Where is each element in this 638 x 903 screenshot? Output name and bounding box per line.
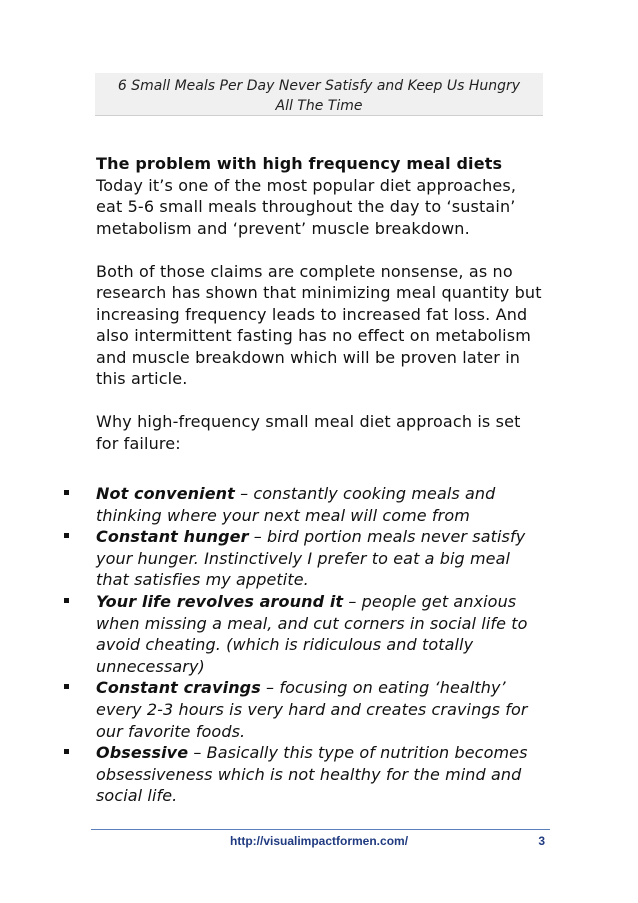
list-item [96,526,546,591]
square-bullet-icon [64,533,69,538]
list-item-text: – people get anxious when missing a meal, and cut corners in social life to avoid cheating. (which is ridiculous and totally unnecessary) [96,591,528,676]
list-item-text: – constantly cooking meals and thinking where your next meal will come from [96,484,496,525]
list-item-text: – Basically this type of nutrition becomes obsessiveness which is not healthy for the mind and social life. [96,743,528,806]
document-header [95,73,543,116]
failure-reasons-list [96,483,546,807]
list-item-term: Obsessive [96,743,189,763]
square-bullet-icon [64,490,69,495]
list-item [96,677,546,742]
list-item-term: Constant hunger [96,527,249,547]
paragraph-intro: Today it’s one of the most popular diet approaches, eat 5-6 small meals throughout the day to ‘sustain’ metabolism and ‘prevent’ muscle breakdown. [96,175,517,238]
list-item [96,742,546,807]
list-item-term: Not convenient [96,484,235,503]
footer-divider [91,829,550,830]
square-bullet-icon [64,684,69,689]
list-item-term: Your life revolves around it [96,591,344,611]
list-item [96,483,546,526]
list-item-text: – focusing on eating ‘healthy’ every 2-3 hours is very hard and creates cravings for our favorite foods. [96,678,528,741]
paragraph-failure-lead: Why high-frequency small meal diet approach is set for failure: [96,412,521,453]
footer-url-link[interactable]: http://visualimpactformen.com/ [230,834,409,848]
list-item [96,591,546,677]
square-bullet-icon [64,598,69,603]
list-item-text: – bird portion meals never satisfy your hunger. Instinctively I prefer to eat a big meal that satisfies my appetite. [96,527,526,590]
main-content [96,153,546,476]
list-item-term: Constant cravings [96,678,261,698]
section-title: The problem with high frequency meal diets [96,154,503,173]
page-number: 3 [538,834,545,848]
header-title-line-1: 6 Small Meals Per Day Never Satisfy and Keep Us Hungry [117,78,521,94]
paragraph-claims: Both of those claims are complete nonsense, as no research has shown that minimizing meal quantity but increasing frequency leads to increased fat loss. And also intermittent fasting has no effect on metabolism and muscle breakdown which will be proven later in this article. [96,261,542,388]
header-title-line-2: All The Time [275,98,363,114]
square-bullet-icon [64,749,69,754]
